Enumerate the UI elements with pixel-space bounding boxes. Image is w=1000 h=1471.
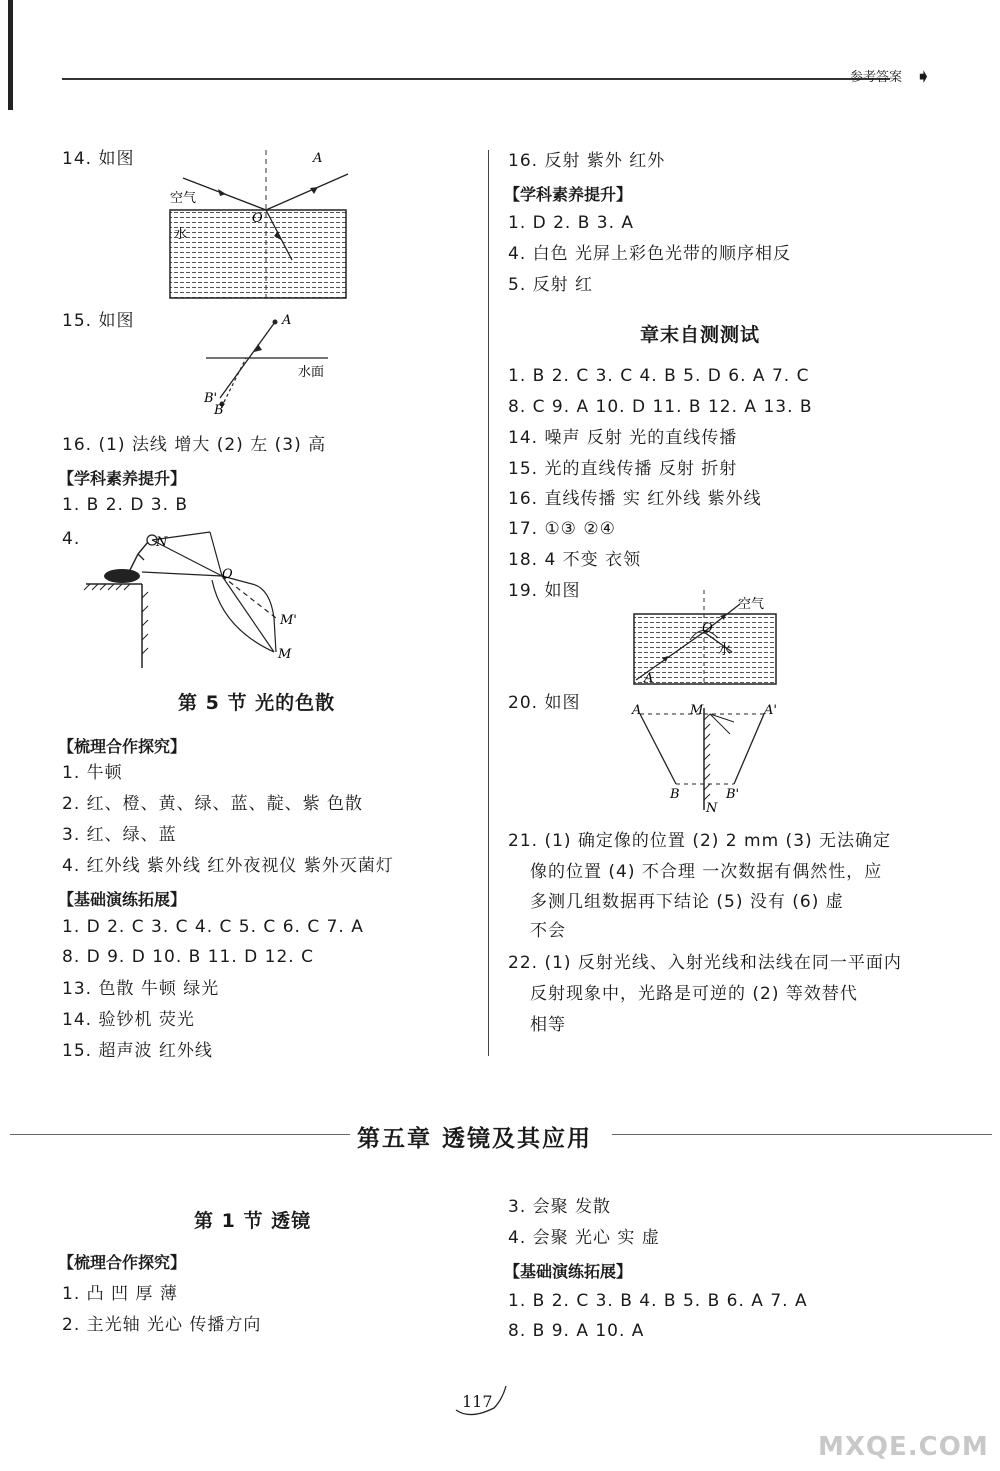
section5-b14: 14. 验钞机 荧光 (62, 1010, 195, 1030)
r19-label-water: 水 (718, 643, 732, 658)
s4-mirror-diagram (82, 528, 312, 668)
test-r22-line1: 22. (1) 反射光线、入射光线和法线在同一平面内 (508, 953, 902, 973)
q14-refraction-diagram (168, 150, 358, 300)
left-literacy-header: 【学科素养提升】 (58, 469, 187, 488)
q16-answer: 16. (1) 法线 增大 (2) 左 (3) 高 (62, 435, 327, 455)
chapter-rule-left (10, 1134, 350, 1135)
r20-label-b: B (670, 787, 680, 802)
right-literacy-4: 4. 白色 光屏上彩色光带的顺序相反 (508, 244, 792, 264)
chapter5-b8: 8. B 9. A 10. A (508, 1321, 645, 1341)
test-r15: 15. 光的直线传播 反射 折射 (508, 459, 738, 479)
q15-label-b: B (214, 403, 224, 418)
q15-label-surface: 水面 (298, 365, 325, 380)
test-r22-line3: 相等 (530, 1015, 566, 1035)
header-rule (62, 78, 890, 80)
r20-label-n: N (706, 801, 718, 816)
right-literacy-5: 5. 反射 红 (508, 275, 594, 295)
q15-refraction-diagram (200, 310, 340, 420)
right-literacy-1: 1. D 2. B 3. A (508, 213, 635, 233)
r19-label-a: A (644, 671, 654, 686)
section5-title: 第 5 节 光的色散 (178, 692, 336, 714)
chapter5-sec1-title: 第 1 节 透镜 (194, 1210, 312, 1232)
test-r8: 8. C 9. A 10. D 11. B 12. A 13. B (508, 397, 813, 417)
q14-label-o: O (252, 211, 263, 226)
header-label: 参考答案 (850, 70, 903, 85)
section5-a3: 3. 红、绿、蓝 (62, 825, 177, 845)
page-number: 117 (462, 1392, 493, 1411)
r19-label-o: O (702, 621, 713, 636)
s4-label-n: N (156, 535, 168, 550)
section5-a4: 4. 红外线 紫外线 红外夜视仪 紫外灭菌灯 (62, 856, 394, 876)
test-r17: 17. ①③ ②④ (508, 519, 616, 539)
section5-h2: 【基础演练拓展】 (58, 890, 187, 909)
q15-label: 15. 如图 (62, 311, 135, 331)
page-number-swoosh-icon (450, 1380, 520, 1420)
chapter5-a2: 2. 主光轴 光心 传播方向 (62, 1315, 262, 1335)
chapter5-h1: 【梳理合作探究】 (58, 1253, 187, 1272)
test-r18: 18. 4 不变 衣领 (508, 550, 642, 570)
test-r19: 19. 如图 (508, 581, 581, 601)
test-r1: 1. B 2. C 3. C 4. B 5. D 6. A 7. C (508, 366, 810, 386)
q14-label: 14. 如图 (62, 149, 135, 169)
header-arrow-icon: ➧ (915, 64, 932, 88)
s4-label-m2: M' (280, 613, 297, 628)
r20-plane-mirror-diagram (630, 698, 780, 814)
r20-label-a2: A' (764, 703, 777, 718)
chapter-test-title: 章末自测测试 (640, 324, 761, 346)
section5-h1: 【梳理合作探究】 (58, 737, 187, 756)
left-literacy-1: 1. B 2. D 3. B (62, 495, 189, 515)
chapter5-a4: 4. 会聚 光心 实 虚 (508, 1228, 660, 1248)
q15-label-b2: B' (204, 391, 218, 406)
r20-label-a: A (632, 703, 642, 718)
chapter5-title: 第五章 透镜及其应用 (357, 1126, 593, 1152)
s4-label-m: M (278, 647, 292, 662)
chapter5-b1: 1. B 2. C 3. B 4. B 5. B 6. A 7. A (508, 1291, 808, 1311)
test-r20: 20. 如图 (508, 693, 581, 713)
right-q16: 16. 反射 紫外 红外 (508, 151, 666, 171)
r19-label-air: 空气 (738, 597, 765, 612)
q14-label-a: A (313, 151, 323, 166)
r20-label-b2: B' (726, 787, 740, 802)
test-r14: 14. 噪声 反射 光的直线传播 (508, 428, 738, 448)
right-literacy-header: 【学科素养提升】 (504, 185, 633, 204)
r19-refraction-diagram (632, 590, 782, 690)
page-left-edge-mark (8, 0, 13, 110)
chapter5-a3: 3. 会聚 发散 (508, 1197, 612, 1217)
test-r21-line2: 像的位置 (4) 不合理 一次数据有偶然性，应 (530, 862, 883, 882)
section5-b8: 8. D 9. D 10. B 11. D 12. C (62, 947, 314, 967)
section5-b1: 1. D 2. C 3. C 4. C 5. C 6. C 7. A (62, 917, 364, 937)
section5-a2: 2. 红、橙、黄、绿、蓝、靛、紫 色散 (62, 794, 364, 814)
chapter5-h2: 【基础演练拓展】 (504, 1262, 633, 1281)
section5-b15: 15. 超声波 红外线 (62, 1041, 213, 1061)
column-divider (488, 150, 489, 1056)
q14-label-water: 水 (174, 227, 188, 242)
chapter5-a1: 1. 凸 凹 厚 薄 (62, 1284, 178, 1304)
watermark: MXQE.COM (818, 1432, 989, 1462)
left-literacy-4: 4. (62, 529, 81, 549)
test-r21-line1: 21. (1) 确定像的位置 (2) 2 mm (3) 无法确定 (508, 831, 892, 851)
test-r21-line4: 不会 (530, 921, 566, 941)
section5-b13: 13. 色散 牛顿 绿光 (62, 979, 220, 999)
chapter-rule-right (612, 1134, 992, 1135)
r20-label-m: M (690, 703, 704, 718)
section5-a1: 1. 牛顿 (62, 763, 123, 783)
test-r16: 16. 直线传播 实 红外线 紫外线 (508, 489, 762, 509)
q14-label-air: 空气 (170, 191, 197, 206)
q15-label-a: A (282, 313, 292, 328)
test-r22-line2: 反射现象中，光路是可逆的 (2) 等效替代 (530, 984, 858, 1004)
s4-label-o: O (222, 567, 233, 582)
test-r21-line3: 多测几组数据再下结论 (5) 没有 (6) 虚 (530, 892, 844, 912)
